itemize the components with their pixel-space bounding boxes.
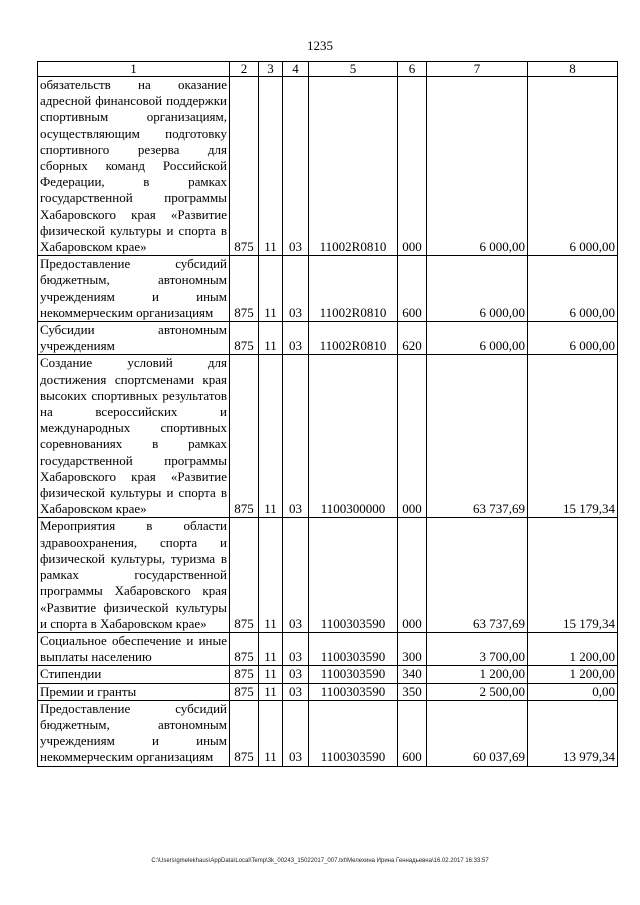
column-header: 3 bbox=[259, 62, 283, 77]
table-row bbox=[38, 666, 618, 683]
cell-subsection: 03 bbox=[283, 322, 309, 355]
cell-ministry: 875 bbox=[230, 77, 259, 256]
row-name: Социальное обеспечение и иные выплаты населению bbox=[38, 632, 230, 665]
cell-section: 11 bbox=[259, 256, 283, 322]
cell-amount-1: 1 200,00 bbox=[427, 666, 528, 683]
row-name: Предоставление субсидий бюджетным, автономным учреждениям и иным некоммерческим организациям bbox=[38, 700, 230, 766]
cell-section: 11 bbox=[259, 77, 283, 256]
cell-section: 11 bbox=[259, 683, 283, 700]
cell-expense-type: 000 bbox=[398, 77, 427, 256]
cell-ministry: 875 bbox=[230, 666, 259, 683]
cell-target-item: 1100303590 bbox=[309, 666, 398, 683]
cell-target-item: 1100300000 bbox=[309, 355, 398, 518]
cell-amount-1: 60 037,69 bbox=[427, 700, 528, 766]
cell-expense-type: 350 bbox=[398, 683, 427, 700]
cell-section: 11 bbox=[259, 632, 283, 665]
cell-section: 11 bbox=[259, 666, 283, 683]
cell-amount-2: 6 000,00 bbox=[528, 256, 618, 322]
cell-amount-2: 1 200,00 bbox=[528, 632, 618, 665]
cell-amount-2: 15 179,34 bbox=[528, 355, 618, 518]
cell-target-item: 11002R0810 bbox=[309, 322, 398, 355]
cell-section: 11 bbox=[259, 355, 283, 518]
budget-table bbox=[37, 61, 618, 767]
cell-subsection: 03 bbox=[283, 683, 309, 700]
column-header: 5 bbox=[309, 62, 398, 77]
cell-ministry: 875 bbox=[230, 632, 259, 665]
column-header: 4 bbox=[283, 62, 309, 77]
cell-amount-2: 15 179,34 bbox=[528, 518, 618, 632]
cell-expense-type: 340 bbox=[398, 666, 427, 683]
cell-subsection: 03 bbox=[283, 518, 309, 632]
table-row bbox=[38, 683, 618, 700]
cell-subsection: 03 bbox=[283, 77, 309, 256]
cell-amount-1: 63 737,69 bbox=[427, 518, 528, 632]
column-header: 7 bbox=[427, 62, 528, 77]
cell-amount-1: 2 500,00 bbox=[427, 683, 528, 700]
cell-ministry: 875 bbox=[230, 355, 259, 518]
cell-expense-type: 600 bbox=[398, 256, 427, 322]
cell-target-item: 11002R0810 bbox=[309, 77, 398, 256]
column-header: 6 bbox=[398, 62, 427, 77]
row-name: Премии и гранты bbox=[38, 683, 230, 700]
row-name: Создание условий для достижения спортсменами края высоких спортивных результатов на всероссийских и международных спортивных соревнованиях в рамках государственной программы Хабаровского края «Развитие физической культуры и спорта в Хабаровском крае» bbox=[38, 355, 230, 518]
cell-expense-type: 300 bbox=[398, 632, 427, 665]
cell-subsection: 03 bbox=[283, 632, 309, 665]
cell-amount-2: 0,00 bbox=[528, 683, 618, 700]
cell-expense-type: 000 bbox=[398, 355, 427, 518]
cell-section: 11 bbox=[259, 700, 283, 766]
cell-target-item: 1100303590 bbox=[309, 700, 398, 766]
cell-subsection: 03 bbox=[283, 700, 309, 766]
cell-ministry: 875 bbox=[230, 322, 259, 355]
cell-subsection: 03 bbox=[283, 355, 309, 518]
cell-subsection: 03 bbox=[283, 256, 309, 322]
cell-target-item: 1100303590 bbox=[309, 632, 398, 665]
table-header-row bbox=[38, 62, 618, 77]
cell-ministry: 875 bbox=[230, 518, 259, 632]
cell-target-item: 1100303590 bbox=[309, 683, 398, 700]
row-name: Субсидии автономным учреждениям bbox=[38, 322, 230, 355]
cell-amount-1: 6 000,00 bbox=[427, 322, 528, 355]
cell-amount-1: 6 000,00 bbox=[427, 256, 528, 322]
cell-section: 11 bbox=[259, 322, 283, 355]
table-row bbox=[38, 77, 618, 256]
table-row bbox=[38, 322, 618, 355]
column-header: 2 bbox=[230, 62, 259, 77]
cell-expense-type: 620 bbox=[398, 322, 427, 355]
cell-target-item: 11002R0810 bbox=[309, 256, 398, 322]
column-header: 8 bbox=[528, 62, 618, 77]
cell-amount-2: 13 979,34 bbox=[528, 700, 618, 766]
column-header: 1 bbox=[38, 62, 230, 77]
cell-amount-1: 3 700,00 bbox=[427, 632, 528, 665]
table-row bbox=[38, 355, 618, 518]
row-name: обязательств на оказание адресной финансовой поддержки спортивным организациям, осуществляющим подготовку спортивного резерва для сборных команд Российской Федерации, в рамках государственной программы Хабаровского края «Развитие физической культуры и спорта в Хабаровском крае» bbox=[38, 77, 230, 256]
cell-target-item: 1100303590 bbox=[309, 518, 398, 632]
page-number: 1235 bbox=[307, 38, 333, 53]
cell-ministry: 875 bbox=[230, 700, 259, 766]
cell-ministry: 875 bbox=[230, 256, 259, 322]
cell-amount-1: 63 737,69 bbox=[427, 355, 528, 518]
row-name: Мероприятия в области здравоохранения, спорта и физической культуры, туризма в рамках государственной программы Хабаровского края «Развитие физической культуры и спорта в Хабаровском крае» bbox=[38, 518, 230, 632]
cell-amount-2: 1 200,00 bbox=[528, 666, 618, 683]
cell-expense-type: 000 bbox=[398, 518, 427, 632]
row-name: Предоставление субсидий бюджетным, автономным учреждениям и иным некоммерческим организациям bbox=[38, 256, 230, 322]
cell-amount-2: 6 000,00 bbox=[528, 322, 618, 355]
file-path-footer: C:\Users\gmelekhaus\AppData\Local\Temp\3k_00243_15022017_007.txt\Мелехина Ирина Геннадьевна\16.02.2017 16:33:57 bbox=[151, 858, 489, 864]
cell-amount-2: 6 000,00 bbox=[528, 77, 618, 256]
cell-subsection: 03 bbox=[283, 666, 309, 683]
table-row bbox=[38, 700, 618, 766]
row-name: Стипендии bbox=[38, 666, 230, 683]
table-row bbox=[38, 518, 618, 632]
cell-amount-1: 6 000,00 bbox=[427, 77, 528, 256]
cell-ministry: 875 bbox=[230, 683, 259, 700]
cell-expense-type: 600 bbox=[398, 700, 427, 766]
table-row bbox=[38, 256, 618, 322]
table-row bbox=[38, 632, 618, 665]
cell-section: 11 bbox=[259, 518, 283, 632]
